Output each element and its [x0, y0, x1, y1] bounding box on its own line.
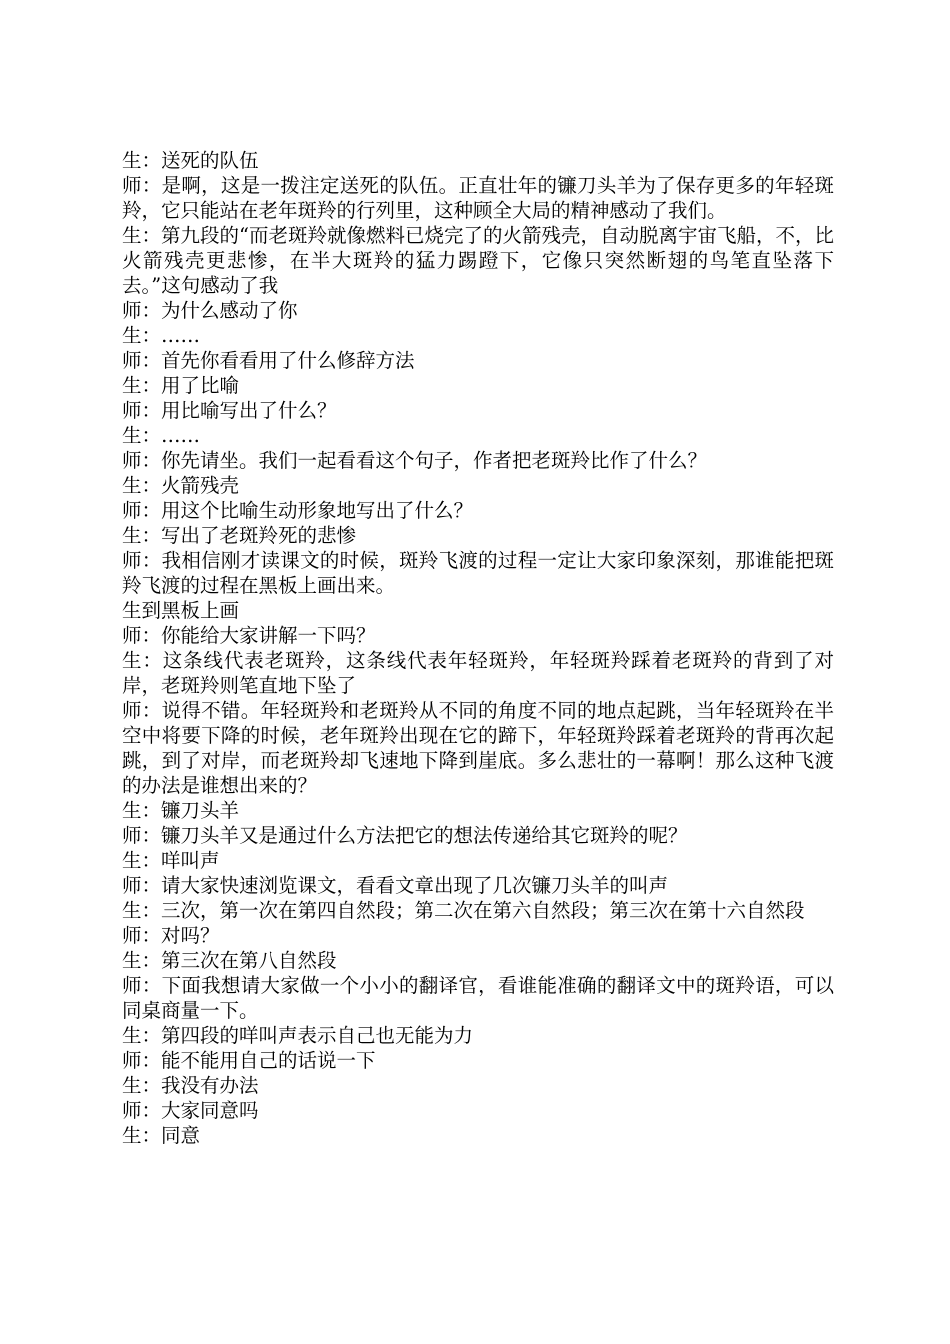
dialogue-line: 师：用这个比喻生动形象地写出了什么？ — [122, 499, 474, 522]
dialogue-line: 生：第三次在第八自然段 — [122, 949, 337, 972]
dialogue-line: 生：写出了老斑羚死的悲惨 — [122, 524, 357, 547]
dialogue-line: 师：请大家快速浏览课文，看看文章出现了几次镰刀头羊的叫声 — [122, 874, 669, 897]
dialogue-line: 生：…… — [122, 424, 201, 447]
dialogue-line: 师：你能给大家讲解一下吗？ — [122, 624, 376, 647]
dialogue-line: 生：第四段的咩叫声表示自己也无能为力 — [122, 1024, 474, 1047]
dialogue-line: 师：我相信刚才读课文的时候，斑羚飞渡的过程一定让大家印象深刻，那谁能把斑羚飞渡的过程在黑板上画出来。 — [122, 549, 834, 597]
dialogue-line: 生：送死的队伍 — [122, 149, 259, 172]
dialogue-line: 生到黑板上画 — [122, 599, 240, 622]
dialogue-line: 师：首先你看看用了什么修辞方法 — [122, 349, 415, 372]
dialogue-line: 生：咩叫声 — [122, 849, 220, 872]
dialogue-line: 师：大家同意吗 — [122, 1099, 259, 1122]
dialogue-line: 生：这条线代表老斑羚，这条线代表年轻斑羚，年轻斑羚踩着老斑羚的背到了对岸，老斑羚则笔直地下坠了 — [122, 649, 834, 697]
dialogue-line: 师：能不能用自己的话说一下 — [122, 1049, 376, 1072]
dialogue-line: 生：同意 — [122, 1124, 201, 1147]
dialogue-body — [122, 148, 834, 1148]
dialogue-line: 师：是啊，这是一拨注定送死的队伍。正直壮年的镰刀头羊为了保存更多的年轻斑羚，它只能站在老年斑羚的行列里，这种顾全大局的精神感动了我们。 — [122, 174, 834, 222]
dialogue-line: 生：三次，第一次在第四自然段；第二次在第六自然段；第三次在第十六自然段 — [122, 899, 805, 922]
dialogue-line: 生：…… — [122, 324, 201, 347]
dialogue-line: 生：火箭残壳 — [122, 474, 240, 497]
dialogue-line: 师：用比喻写出了什么？ — [122, 399, 337, 422]
dialogue-line: 生：第九段的“而老斑羚就像燃料已烧完了的火箭残壳，自动脱离宇宙飞船，不，比火箭残壳更悲惨，在半大斑羚的猛力踢蹬下，它像只突然断翅的鸟笔直坠落下去。”这句感动了我 — [122, 224, 834, 297]
dialogue-line: 生：用了比喻 — [122, 374, 240, 397]
dialogue-line: 师：镰刀头羊又是通过什么方法把它的想法传递给其它斑羚的呢？ — [122, 824, 688, 847]
dialogue-line: 师：说得不错。年轻斑羚和老斑羚从不同的角度不同的地点起跳，当年轻斑羚在半空中将要下降的时候，老年斑羚出现在它的蹄下，年轻斑羚踩着老斑羚的背再次起跳，到了对岸，而老斑羚却飞速地下降到崖底。多么悲壮的一幕啊！那么这种飞渡的办法是谁想出来的？ — [122, 699, 834, 797]
dialogue-line: 师：对吗？ — [122, 924, 220, 947]
dialogue-line: 生：我没有办法 — [122, 1074, 259, 1097]
dialogue-line: 师：你先请坐。我们一起看看这个句子，作者把老斑羚比作了什么？ — [122, 449, 708, 472]
dialogue-line: 生：镰刀头羊 — [122, 799, 240, 822]
dialogue-line: 师：为什么感动了你 — [122, 299, 298, 322]
dialogue-line: 师：下面我想请大家做一个小小的翻译官，看谁能准确的翻译文中的斑羚语，可以同桌商量一下。 — [122, 974, 834, 1022]
